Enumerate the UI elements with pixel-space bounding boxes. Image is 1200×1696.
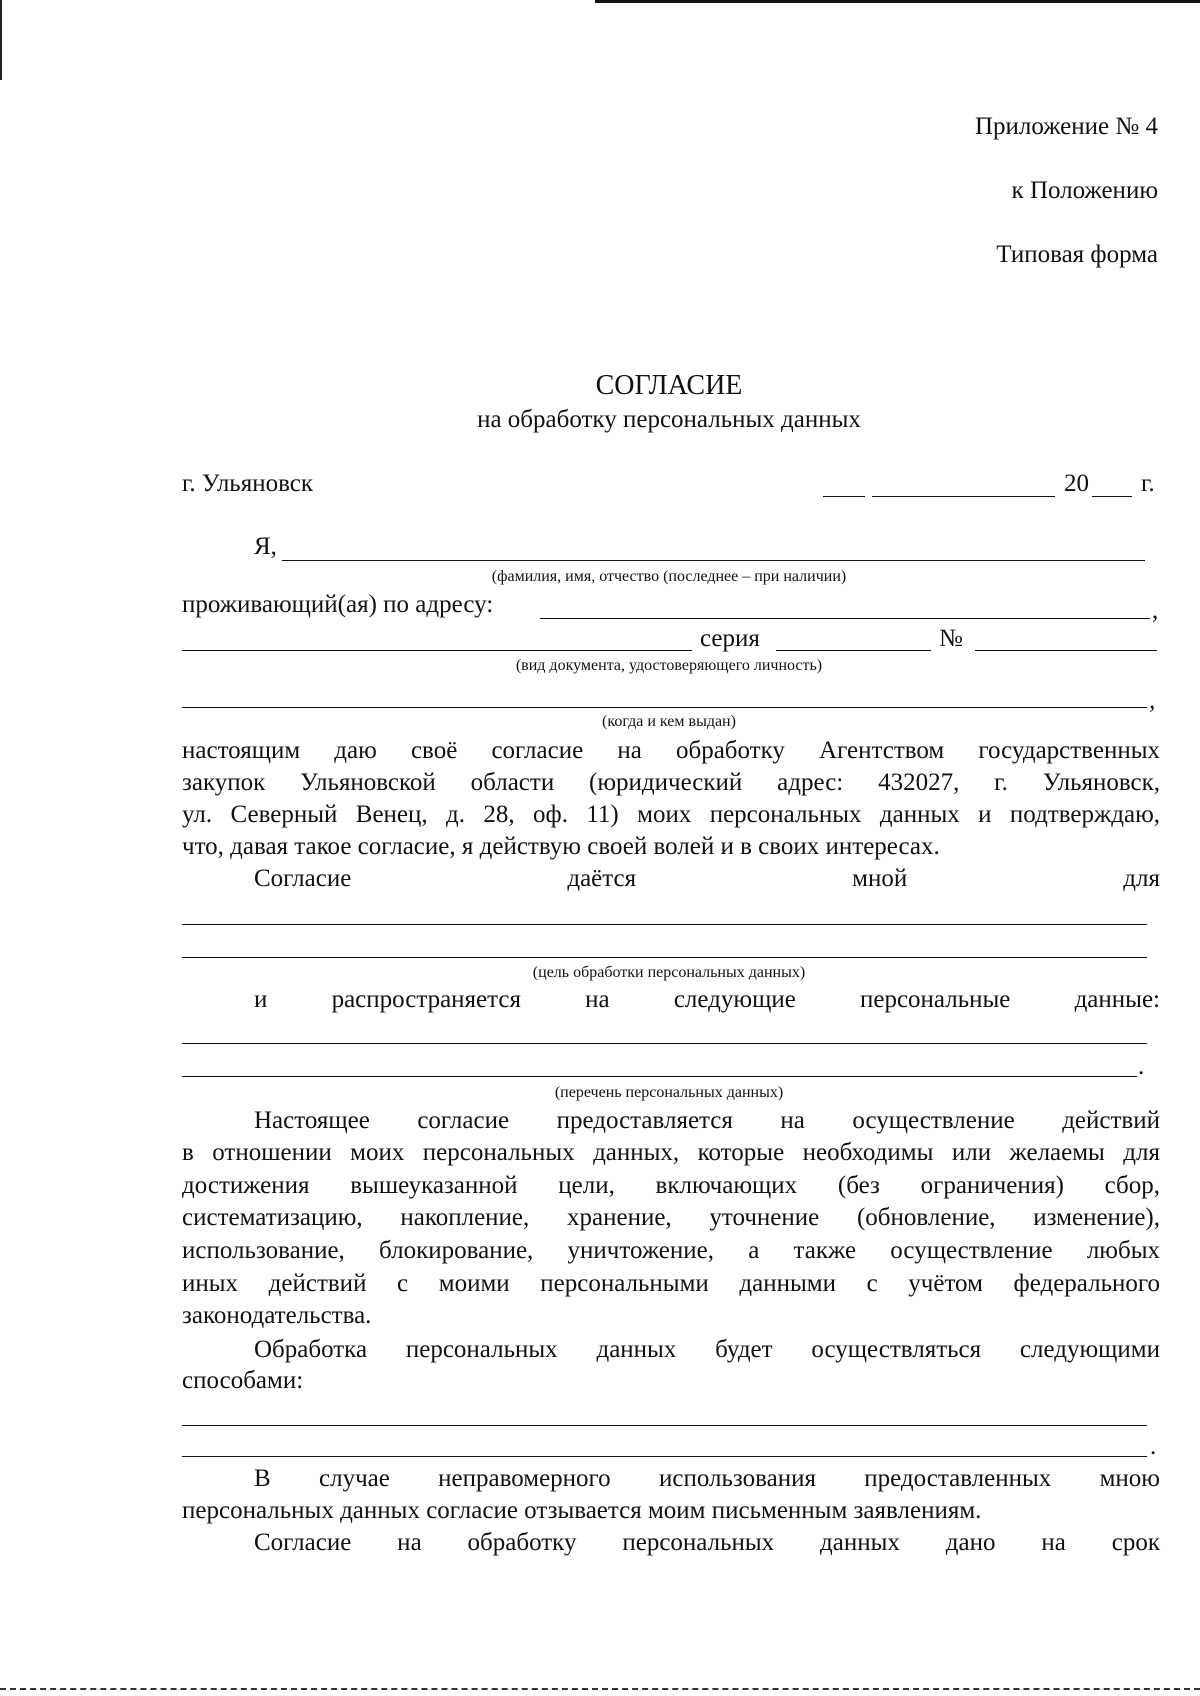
methods-field-1[interactable] <box>182 1425 1147 1426</box>
data-period: . <box>1138 1053 1145 1080</box>
revoke-last: персональных данных согласие отзывается моим письменным заявлениям. <box>182 1497 982 1524</box>
methods-last: способами: <box>182 1367 304 1394</box>
purpose-line: Согласие даётся мной для <box>254 865 1160 892</box>
consent-line-1: настоящим даю своё согласие на обработку Агентством государственных <box>182 737 1160 764</box>
consent-line-3: ул. Северный Венец, д. 28, оф. 11) моих персональных данных и подтверждаю, <box>182 801 1160 828</box>
data-field-1[interactable] <box>182 1043 1147 1044</box>
year-suffix: г. <box>1141 470 1155 497</box>
document-title: СОГЛАСИЕ <box>595 370 743 401</box>
consent-line-4: что, давая такое согласие, я действую своей волей и в своих интересах. <box>182 833 940 860</box>
i-label: Я, <box>254 533 277 560</box>
purpose-caption: (цель обработки персональных данных) <box>532 964 806 981</box>
methods-line: Обработка персональных данных будет осуществляться следующими <box>254 1336 1160 1363</box>
scan-edge-top <box>595 0 1200 3</box>
revoke-line: В случае неправомерного использования предоставленных мною <box>254 1465 1160 1492</box>
purpose-field-2[interactable] <box>182 957 1147 958</box>
address-field[interactable] <box>540 618 1150 619</box>
data-field-2[interactable] <box>182 1076 1137 1077</box>
scan-edge-left <box>0 0 2 80</box>
fio-field[interactable] <box>282 560 1145 561</box>
doc-series-field[interactable] <box>776 650 931 651</box>
term-line: Согласие на обработку персональных данных дано на срок <box>254 1529 1160 1556</box>
actions-line-5: использование, блокирование, уничтожение, а также осуществление любых <box>182 1237 1160 1264</box>
appendix-number: Приложение № 4 <box>974 113 1158 140</box>
number-label: № <box>939 625 963 652</box>
date-month-field[interactable] <box>872 496 1055 497</box>
doc-number-field[interactable] <box>975 650 1157 651</box>
actions-line-2: в отношении моих персональных данных, которые необходимы или желаемы для <box>182 1139 1160 1166</box>
actions-line-1: Настоящее согласие предоставляется на осуществление действий <box>254 1107 1160 1134</box>
address-comma: , <box>1152 597 1159 624</box>
fio-caption: (фамилия, имя, отчество (последнее – при наличии) <box>491 568 847 585</box>
series-label: серия <box>700 625 760 652</box>
issued-comma: , <box>1149 687 1156 714</box>
actions-line-3: достижения вышеуказанной цели, включающих (без ограничения) сбор, <box>182 1172 1160 1199</box>
methods-field-2[interactable] <box>182 1456 1147 1457</box>
year-prefix: 20 <box>1064 470 1089 497</box>
actions-line-4: систематизацию, накопление, хранение, уточнение (обновление, изменение), <box>182 1204 1160 1231</box>
methods-period: . <box>1150 1433 1157 1460</box>
date-day-field[interactable] <box>823 496 865 497</box>
data-caption: (перечень персональных данных) <box>554 1084 784 1101</box>
city: г. Ульяновск <box>182 470 313 497</box>
form-type: Типовая форма <box>996 241 1158 268</box>
doc-type-field[interactable] <box>182 650 692 651</box>
issued-field[interactable] <box>182 707 1147 708</box>
actions-line-6: иных действий с моими персональными данными с учётом федерального <box>182 1270 1160 1297</box>
date-year-field[interactable] <box>1092 496 1132 497</box>
data-line: и распространяется на следующие персональные данные: <box>254 986 1160 1013</box>
actions-line-7: законодательства. <box>182 1302 372 1329</box>
consent-line-2: закупок Ульяновской области (юридический адрес: 432027, г. Ульяновск, <box>182 769 1160 796</box>
purpose-field-1[interactable] <box>182 924 1147 925</box>
issued-caption: (когда и кем выдан) <box>602 713 736 730</box>
to-regulation: к Положению <box>1011 177 1158 204</box>
address-label: проживающий(ая) по адресу: <box>182 591 494 618</box>
document-subtitle: на обработку персональных данных <box>477 406 861 433</box>
doc-caption: (вид документа, удостоверяющего личность) <box>515 657 823 674</box>
scan-edge-bottom <box>0 1688 1200 1690</box>
